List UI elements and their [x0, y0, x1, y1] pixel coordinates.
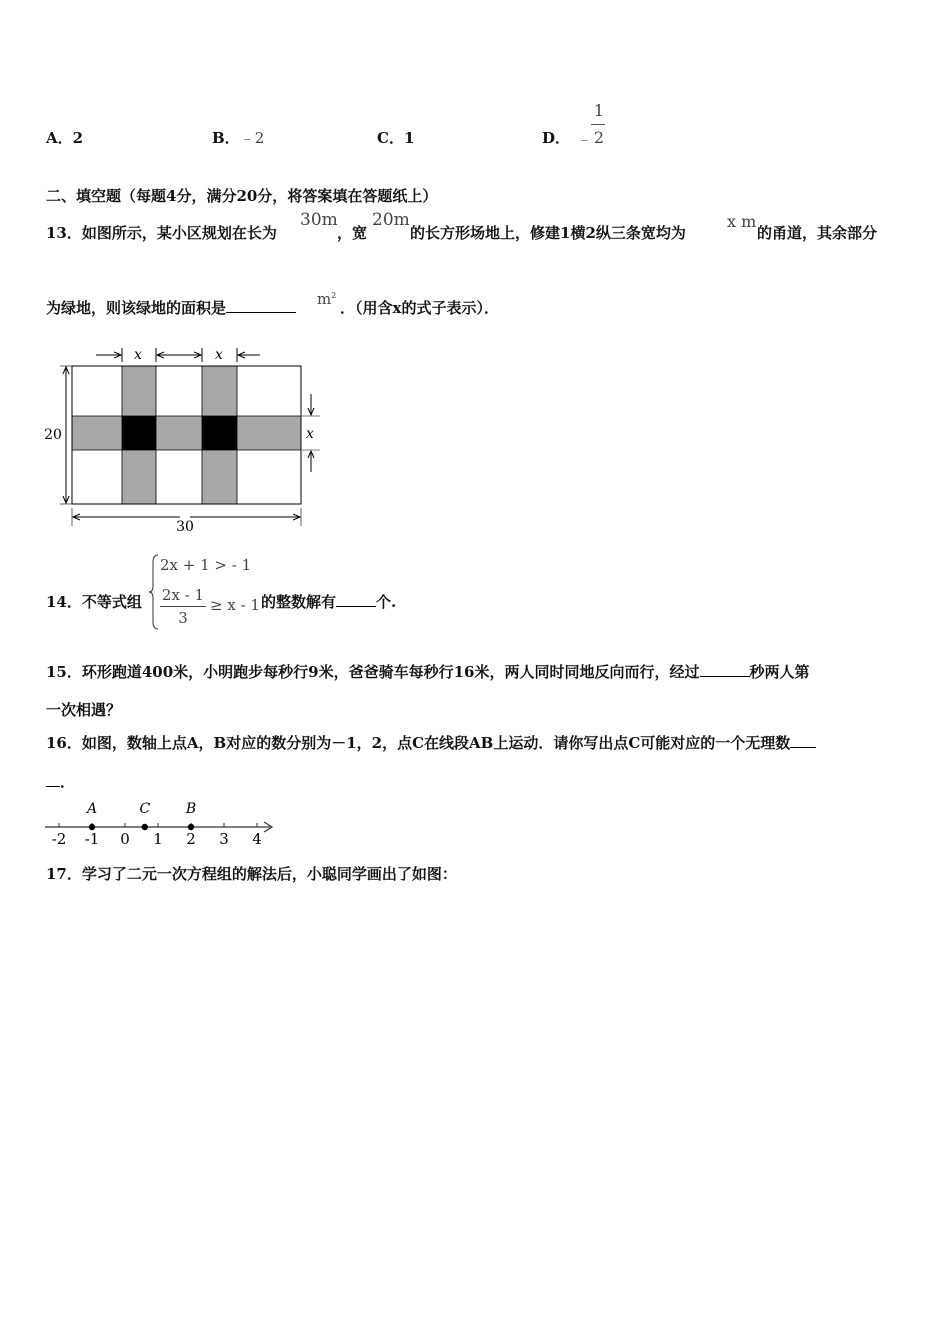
q13-width: 20m	[372, 210, 410, 230]
top-label-x-1: x	[134, 347, 142, 363]
q15-line-2: 一次相遇？	[46, 701, 122, 719]
option-c: C．1	[377, 129, 415, 147]
q14-inequality-2-rhs: ≥ x - 1	[210, 596, 260, 614]
q14-prefix: 14．不等式组	[46, 593, 142, 611]
point-label-b: B	[185, 801, 197, 817]
q14-answer-blank[interactable]	[336, 592, 376, 607]
q16-answer-blank[interactable]	[790, 733, 816, 748]
q13-field-diagram	[40, 342, 330, 534]
intersection-2	[202, 416, 237, 450]
q15-line-1: 15．环形跑道400米，小明跑步每秒行9米，爸爸骑车每秒行16米，两人同时同地反向而行，经过 秒两人第	[46, 663, 810, 681]
point-b	[188, 824, 194, 830]
q16-line-1: 16．如图，数轴上点A，B对应的数分别为－1，2，点C在线段AB上运动．请你写出点C可能对应的一个无理数	[46, 733, 816, 753]
q14-fraction-bar	[160, 606, 206, 607]
q14-fraction-numerator: 2x - 1	[161, 586, 205, 604]
q13-length: 30m	[300, 210, 338, 230]
q14-inequality-1: 2x + 1 > - 1	[160, 556, 252, 574]
q13-text-1: 13．如图所示，某小区规划在长为	[46, 224, 277, 242]
q16-number-line	[40, 796, 280, 850]
q13-text-4: 的甬道，其余部分	[757, 224, 878, 242]
point-c	[142, 824, 148, 830]
option-d: D．	[542, 129, 571, 147]
tick-label: 1	[153, 830, 163, 848]
q17-text: 17．学习了二元一次方程组的解法后，小聪同学画出了如图：	[46, 865, 457, 883]
horizontal-road	[72, 416, 301, 450]
top-label-x-2: x	[215, 347, 223, 363]
q16-answer-blank-cont[interactable]	[46, 772, 60, 787]
intersection-1	[122, 416, 156, 450]
option-d-numerator: 1	[593, 101, 605, 120]
tick-label: 3	[219, 830, 229, 848]
q14-fraction-denominator: 3	[178, 609, 188, 627]
section-heading: 二、填空题（每题4分，满分20分，将答案填在答题纸上）	[46, 187, 438, 205]
q13-text-2: ，宽	[337, 224, 368, 242]
q13-road-width: x m	[727, 212, 757, 231]
point-a	[89, 824, 95, 830]
q13-text-3: 的长方形场地上，修建1横2纵三条宽均为	[410, 224, 686, 242]
q16-line-2: ．	[46, 772, 75, 792]
tick-label: 4	[252, 830, 262, 848]
q14-suffix: 的整数解有 个.	[261, 593, 397, 611]
option-a: A．2	[46, 129, 84, 147]
option-d-fraction-bar	[591, 124, 605, 125]
q13-text-6: ．（用含x的式子表示）．	[340, 299, 499, 317]
option-d-denominator: 2	[593, 128, 605, 147]
q13-answer-blank[interactable]	[226, 298, 296, 313]
q14-brace	[148, 552, 160, 632]
option-b: B．﹣2	[212, 129, 265, 147]
right-label-x: x	[306, 426, 314, 442]
option-d-minus: ﹣	[577, 130, 593, 148]
bottom-label-30: 30	[176, 519, 194, 534]
tick-label: 2	[186, 830, 196, 848]
tick-label: -1	[84, 830, 100, 848]
q13-text-5: 为绿地，则该绿地的面积是	[46, 298, 296, 318]
left-label-20: 20	[44, 427, 62, 443]
point-label-c: C	[139, 801, 151, 817]
q13-unit: $m^2$	[317, 290, 337, 308]
tick-label: 0	[120, 830, 130, 848]
point-label-a: A	[86, 801, 98, 817]
tick-label: -2	[51, 830, 67, 848]
q15-answer-blank[interactable]	[700, 662, 750, 677]
